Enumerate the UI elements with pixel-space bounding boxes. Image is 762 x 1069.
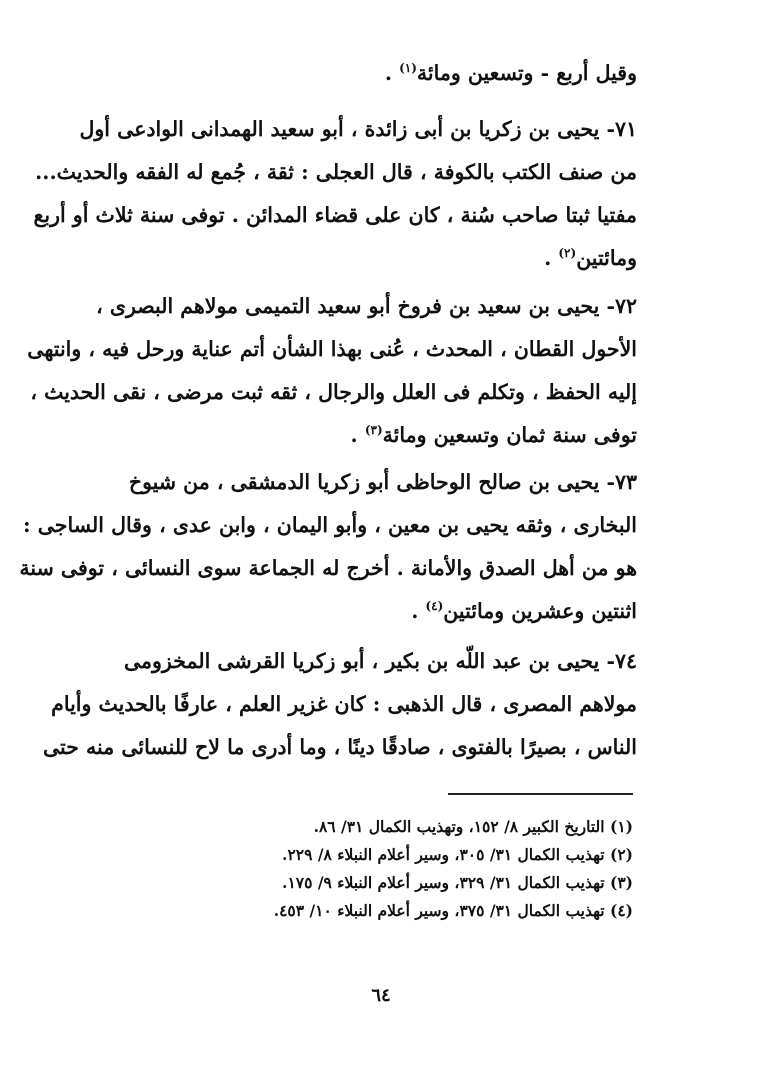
footnote-3: (٣) تهذيب الكمال ٣١/ ٣٢٩، وسير أعلام النبلاء ٩/ ١٧٥.	[282, 873, 633, 892]
text-line: الأحول القطان ، المحدث ، عُنى بهذا الشأن أتم عناية ورحل فيه ، وانتهى	[27, 337, 637, 361]
paragraph-continuation	[115, 52, 637, 95]
text-line: مولاهم المصرى ، قال الذهبى : كان غزير العلم ، عارفًا بالحديث وأيام	[51, 692, 637, 716]
text-line: ٧٣- يحيى بن صالح الوحاظى أبو زكريا الدمشقى ، من شيوخ	[128, 470, 637, 494]
text-line: ٧١- يحيى بن زكريا بن أبى زائدة ، أبو سعيد الهمدانى الوادعى أول	[79, 117, 637, 141]
footnote-separator	[448, 793, 633, 795]
footnote-marker: (٣)	[364, 423, 383, 438]
text-segment: ومائتين	[576, 246, 637, 270]
page-number: ٦٤	[371, 985, 391, 1006]
text-line: البخارى ، وثقه يحيى بن معين ، وأبو اليمان ، وابن عدى ، وقال الساجى :	[23, 513, 637, 537]
text-line: من صنف الكتب بالكوفة ، قال العجلى : ثقة ، جُمع له الفقه والحديث...	[35, 160, 637, 184]
text-line	[115, 52, 637, 95]
text-line	[115, 414, 637, 457]
text-line: هو من أهل الصدق والأمانة . أخرج له الجماعة سوى النسائى ، توفى سنة	[19, 556, 637, 580]
text-line	[115, 237, 637, 280]
text-line: ٧٢- يحيى بن سعيد بن فروخ أبو سعيد التميمى مولاهم البصرى ،	[96, 294, 637, 318]
text-line: إليه الحفظ ، وتكلم فى العلل والرجال ، ثقه ثبت مرضى ، نقى الحديث ،	[30, 380, 637, 404]
entry-73	[19, 461, 637, 633]
text-line	[115, 590, 637, 633]
entry-72	[27, 285, 637, 457]
footnote-marker: (١)	[399, 61, 417, 76]
text-segment: توفى سنة ثمان وتسعين ومائة	[382, 423, 637, 447]
entry-71	[33, 108, 637, 280]
text-segment: .	[350, 423, 365, 447]
footnote-marker: (٢)	[558, 246, 577, 261]
footnotes	[113, 813, 633, 925]
text-line: الناس ، بصيرًا بالفتوى ، صادقًا دينًا ، وما أدرى ما لاح للنسائى منه حتى	[42, 735, 637, 759]
text-segment: .	[544, 246, 559, 270]
entry-74	[42, 640, 637, 769]
footnote-marker: (٤)	[425, 599, 444, 614]
text-line: مفتيا ثبتا صاحب سُنة ، كان على قضاء المدائن . توفى سنة ثلاث أو أربع	[33, 203, 637, 227]
footnote-2: (٢) تهذيب الكمال ٣١/ ٣٠٥، وسير أعلام النبلاء ٨/ ٢٢٩.	[282, 845, 633, 864]
text-segment: .	[411, 599, 426, 623]
footnote-1: (١) التاريخ الكبير ٨/ ١٥٢، وتهذيب الكمال ٣١/ ٨٦.	[313, 817, 633, 836]
text-segment: اثنتين وعشرين ومائتين	[443, 599, 637, 623]
footnote-4: (٤) تهذيب الكمال ٣١/ ٣٧٥، وسير أعلام النبلاء ١٠/ ٤٥٣.	[273, 901, 633, 920]
text-segment: وقيل أربع - وتسعين ومائة	[416, 61, 637, 85]
text-segment: .	[384, 61, 400, 85]
text-line: ٧٤- يحيى بن عبد اللّه بن بكير ، أبو زكريا القرشى المخزومى	[123, 649, 637, 673]
